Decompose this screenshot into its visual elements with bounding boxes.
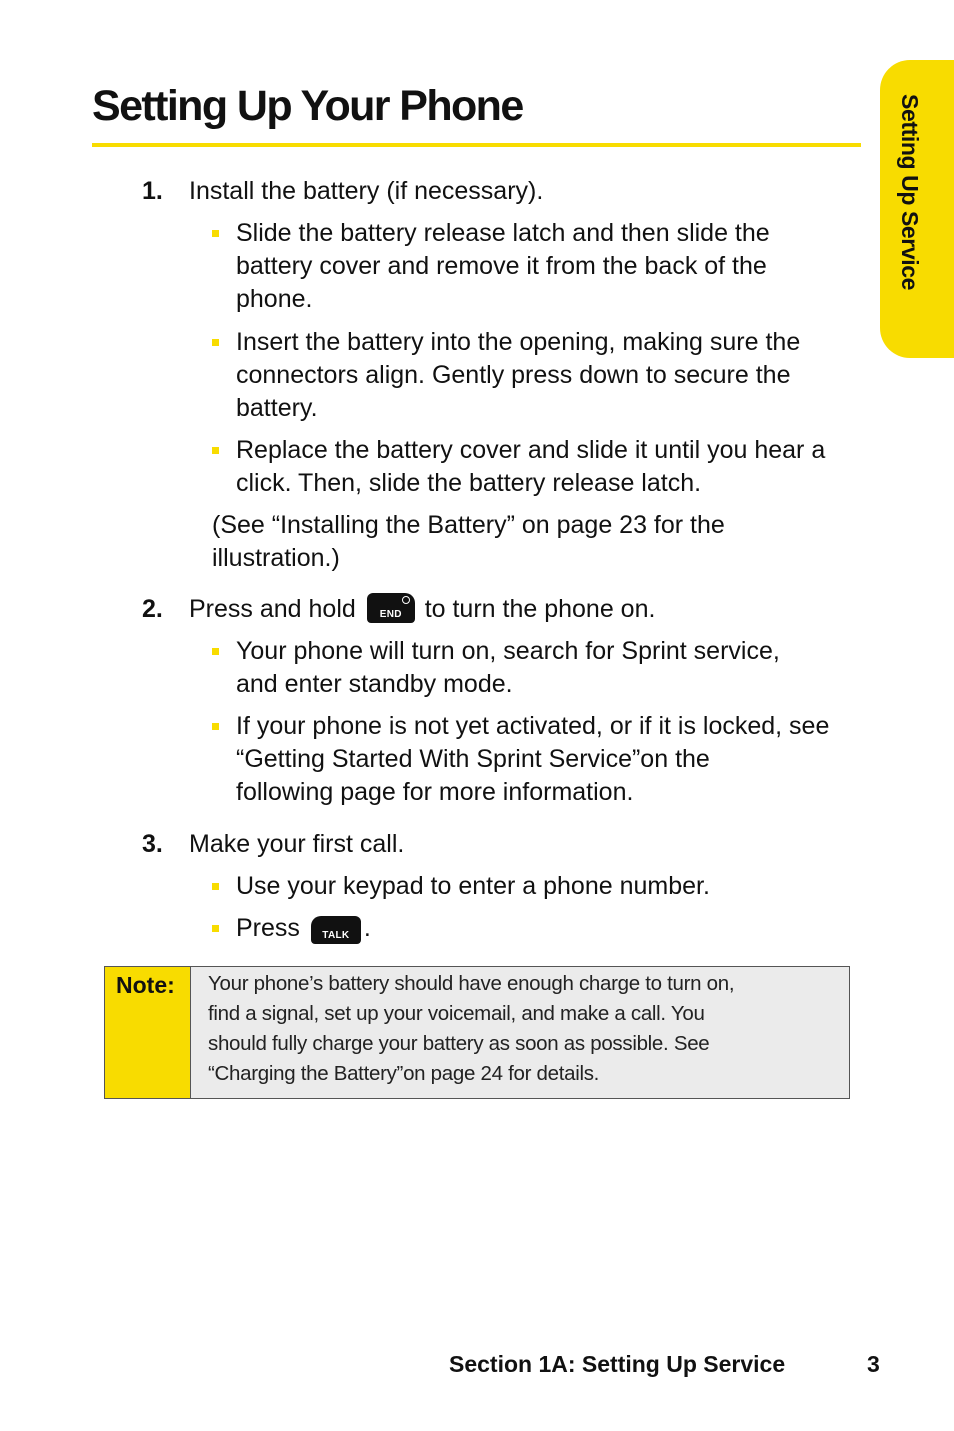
bullet-text: Insert the battery into the opening, making sure the connectors align. Gently press down to secure the battery.: [236, 328, 801, 422]
bullet-text: Replace the battery cover and slide it until you hear a click. Then, slide the battery release latch.: [236, 436, 826, 497]
bullet-text: Slide the battery release latch and then slide the battery cover and remove it from the back of the phone.: [236, 219, 770, 313]
bullet-text: Use your keypad to enter a phone number.: [236, 872, 710, 900]
footer-section-title: Section 1A: Setting Up Service: [449, 1351, 786, 1377]
step-text: Install the battery (if necessary).: [189, 177, 544, 205]
title-rule: [92, 143, 861, 147]
note-label-cell: [105, 967, 191, 1098]
bullet-marker: [212, 230, 219, 237]
bullet-marker: [212, 883, 219, 890]
bullet-marker: [212, 723, 219, 730]
step-text: Make your first call.: [189, 830, 405, 858]
bullet-text: If your phone is not yet activated, or if it is locked, see “Getting Started With Sprint Service”on the following page for more information.: [236, 712, 830, 806]
note-text: Your phone’s battery should have enough charge to turn on, find a signal, set up your voicemail, and make a call. You should fully charge your battery as soon as possible. See “Charging the Battery”on page 24 for details.: [208, 972, 735, 1085]
talk-key-icon: TALK: [311, 916, 361, 944]
step-text: Press and hold END to turn the phone on.: [189, 595, 656, 623]
reference-note: (See “Installing the Battery” on page 23 for the illustration.): [212, 511, 725, 572]
bullet-marker: [212, 339, 219, 346]
step-number: 2.: [142, 595, 163, 623]
note-label: Note:: [116, 972, 175, 998]
side-tab-label: Setting Up Service: [897, 94, 923, 291]
page-title: Setting Up Your Phone: [92, 82, 523, 130]
bullet-marker: [212, 447, 219, 454]
step-number: 1.: [142, 177, 163, 205]
bullet-text: Press TALK .: [236, 914, 371, 942]
page-number: 3: [867, 1351, 880, 1377]
note-box: [104, 966, 850, 1099]
power-icon: [402, 596, 410, 604]
end-key-icon: END: [367, 593, 415, 623]
bullet-marker: [212, 925, 219, 932]
bullet-marker: [212, 648, 219, 655]
bullet-text: Your phone will turn on, search for Sprint service, and enter standby mode.: [236, 637, 780, 698]
step-number: 3.: [142, 830, 163, 858]
